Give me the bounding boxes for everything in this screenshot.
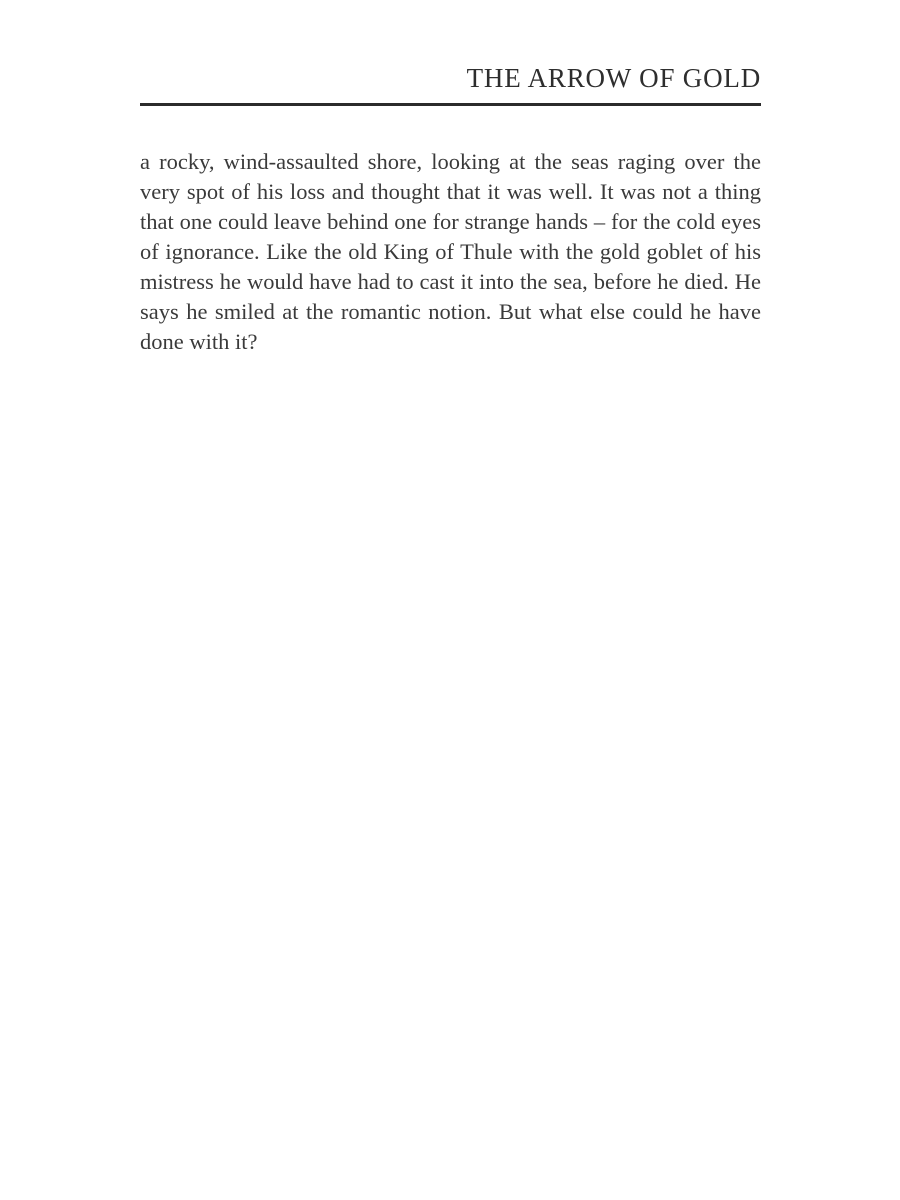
running-header-title: THE ARROW OF GOLD [466,63,761,93]
body-paragraph: a rocky, wind-assaulted shore, looking at the seas raging over the very spot of his loss and thought that it was well. It was not a thing that one could leave behind one for strange hands – for the cold eyes of ignorance. Like the old King of Thule with the gold goblet of his mistress he would have had to cast it into the sea, before he died. He says he smiled at the romantic notion. But what else could he have done with it? [140,149,761,355]
page-content [140,0,761,357]
header-rule [140,103,761,106]
